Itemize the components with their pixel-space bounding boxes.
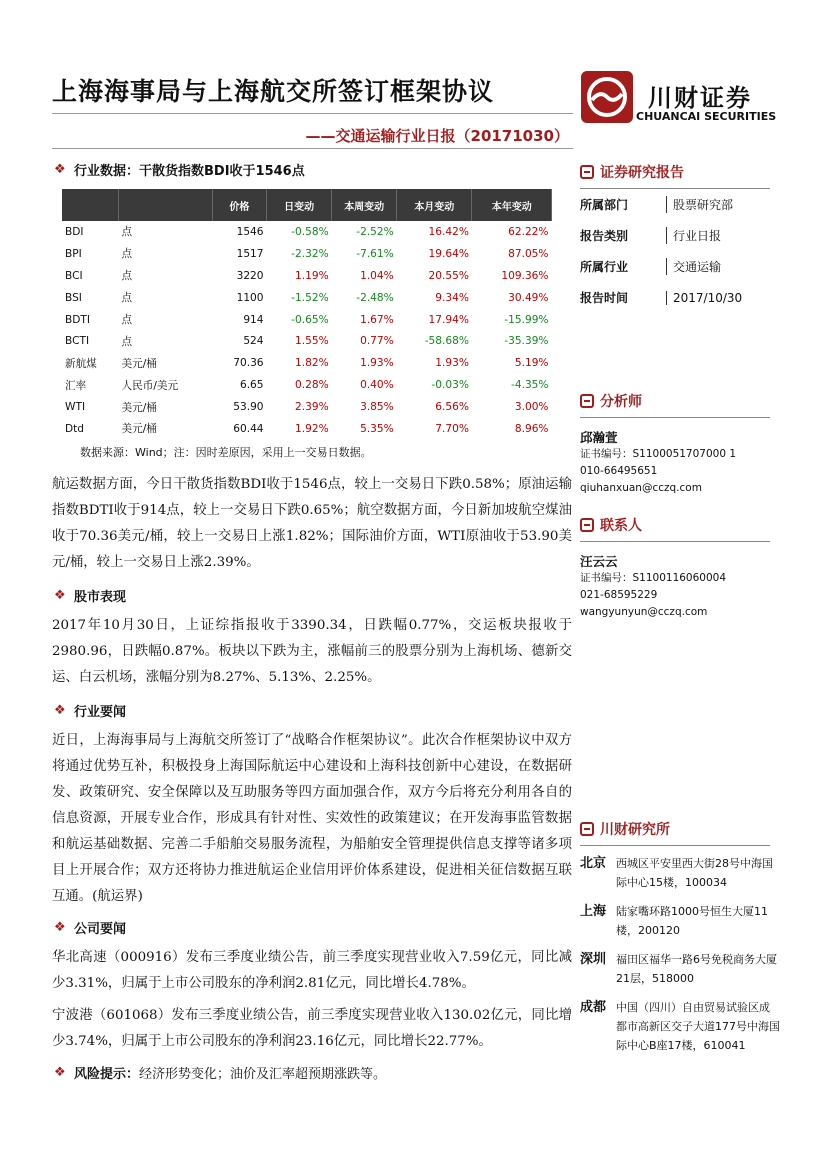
table-cell-name: 新航煤 xyxy=(65,357,97,370)
table-row xyxy=(62,396,552,418)
table-cell-m: 1.93% xyxy=(435,357,469,370)
office-city: 北京 xyxy=(580,856,607,871)
section-company-heading: ❖ 公司要闻 xyxy=(54,919,127,937)
table-cell-name: BCTI xyxy=(65,335,90,348)
office-list xyxy=(580,850,780,1055)
office-item xyxy=(580,946,780,988)
report-dept: 所属部门 股票研究部 xyxy=(580,198,734,212)
company-paragraph-2: 宁波港（601068）发布三季度业绩公告，前三季度实现营业收入130.02亿元，同比增少3.74%，归属于上市公司股东的净利润23.16亿元，同比增长22.77%。 xyxy=(52,1007,572,1049)
contact-cert: 证书编号：S1100116060004 xyxy=(580,572,727,584)
table-cell-d: -1.52% xyxy=(291,291,329,304)
analyst-email[interactable]: qiuhanxuan@cczq.com xyxy=(580,482,702,494)
table-row xyxy=(62,221,552,243)
table-cell-d: -0.58% xyxy=(291,225,329,238)
table-header-cell: 本周变动 xyxy=(332,189,397,221)
table-cell-y: 8.96% xyxy=(514,422,549,435)
table-row xyxy=(62,330,552,352)
market-paragraph: 2017年10月30日，上证综指报收于3390.34，日跌幅0.77%，交运板块报收于2980.96，日跌幅0.87%。板块以下跌为主，涨幅前三的股票分别为上海机场、德新交运、白云机场，涨幅分别为8.27%、5.13%、2.25%。 xyxy=(52,617,572,685)
table-cell-y: 109.36% xyxy=(501,269,549,282)
table-cell-name: BSI xyxy=(65,291,82,304)
table-cell-y: 62.22% xyxy=(508,225,549,238)
table-cell-y: -35.39% xyxy=(504,335,549,348)
table-cell-price: 3220 xyxy=(236,269,264,282)
table-cell-m: 9.34% xyxy=(435,291,469,304)
table-cell-unit: 点 xyxy=(121,270,133,283)
table-cell-d: 0.28% xyxy=(294,379,329,392)
office-address: 西城区平安里西大街28号中海国际中心15楼，100034 xyxy=(616,857,773,889)
contact-heading: 联系人 xyxy=(580,513,780,537)
contact-email[interactable]: wangyunyun@cczq.com xyxy=(580,606,708,618)
office-address: 中国（四川）自由贸易试验区成都市高新区交子大道177号中海国际中心B座17楼，610041 xyxy=(616,1001,780,1052)
table-cell-d: -0.65% xyxy=(291,313,329,326)
section-risk: ❖ 风险提示： 经济形势变化；油价及汇率超预期涨跌等。 xyxy=(54,1064,387,1082)
table-row xyxy=(62,265,552,287)
table-cell-d: 1.82% xyxy=(294,357,329,370)
table-cell-y: -4.35% xyxy=(511,379,549,392)
contact-phone: 021-68595229 xyxy=(580,589,658,601)
sidebar-rule xyxy=(580,845,770,846)
data-source-note: 数据来源：Wind；注：因时差原因，采用上一交易日数据。 xyxy=(80,445,372,459)
sidebar-rule xyxy=(580,541,770,542)
table-row xyxy=(62,374,552,396)
table-cell-w: -2.48% xyxy=(356,291,394,304)
sidebar-rule xyxy=(580,417,770,418)
table-row xyxy=(62,287,552,309)
report-time: 报告时间 2017/10/30 xyxy=(580,290,743,305)
analyst-phone: 010-66495651 xyxy=(580,465,658,477)
table-cell-w: 1.67% xyxy=(360,313,394,326)
section-market-heading: ❖ 股市表现 xyxy=(54,587,127,605)
analyst-cert: 证书编号：S1100051707000 1 xyxy=(580,448,737,460)
table-cell-price: 914 xyxy=(243,313,264,326)
table-cell-price: 1100 xyxy=(236,291,264,304)
industry-paragraph: 航运数据方面，今日干散货指数BDI收于1546点，较上一交易日下跌0.58%；原油运输指数BDTI收于914点，较上一交易日下跌0.65%；航空数据方面，今日新加坡航空煤油收于70.36美元/桶，较上一交易日上涨1.82%；国际油价方面，WTI原油收于53.90美元/桶，较上一交易日上涨2.39%。 xyxy=(52,476,572,570)
table-cell-w: 0.40% xyxy=(360,379,394,392)
section-news-heading: ❖ 行业要闻 xyxy=(54,702,127,720)
contact-icon xyxy=(580,518,594,532)
table-cell-price: 70.36 xyxy=(233,357,264,370)
table-cell-y: 5.19% xyxy=(514,357,549,370)
report-industry: 所属行业 交通运输 xyxy=(580,260,722,274)
company-paragraph-1: 华北高速（000916）发布三季度业绩公告，前三季度实现营业收入7.59亿元，同比减少3.31%，归属于上市公司股东的净利润2.81亿元，同比增长4.78%。 xyxy=(52,949,572,991)
table-cell-price: 53.90 xyxy=(233,401,264,414)
analyst-icon xyxy=(580,394,594,408)
table-cell-m: 6.56% xyxy=(435,401,469,414)
office-city: 上海 xyxy=(580,904,607,919)
table-cell-d: 2.39% xyxy=(294,401,329,414)
table-cell-unit: 美元/桶 xyxy=(121,357,157,370)
table-cell-m: -58.68% xyxy=(424,335,469,348)
table-cell-unit: 点 xyxy=(121,314,133,326)
table-cell-w: -7.61% xyxy=(356,247,394,260)
table-cell-d: 1.55% xyxy=(294,335,329,348)
table-row xyxy=(62,352,552,374)
brand-name-en: CHUANCAI SECURITIES xyxy=(636,110,777,123)
risk-text: 经济形势变化；油价及汇率超预期涨跌等。 xyxy=(139,1066,387,1082)
table-cell-m: 20.55% xyxy=(428,269,469,282)
chuancai-logo-icon xyxy=(580,70,634,124)
table-header-row xyxy=(62,189,552,221)
office-item xyxy=(580,898,780,940)
table-cell-w: -2.52% xyxy=(356,225,394,238)
office-address: 陆家嘴环路1000号恒生大厦11楼，200120 xyxy=(616,905,768,937)
table-cell-y: 3.00% xyxy=(514,401,549,414)
diamond-bullet-icon: ❖ xyxy=(54,587,66,603)
table-cell-unit: 美元/桶 xyxy=(121,401,157,414)
diamond-bullet-icon: ❖ xyxy=(54,162,66,177)
table-cell-m: 19.64% xyxy=(428,247,469,260)
office-city: 成都 xyxy=(580,1000,607,1015)
table-cell-y: 30.49% xyxy=(508,291,549,304)
office-item xyxy=(580,850,780,892)
table-cell-w: 0.77% xyxy=(360,335,394,348)
table-cell-name: BCI xyxy=(65,269,83,282)
table-cell-m: 17.94% xyxy=(428,313,469,326)
brand-name: 川财证券 xyxy=(648,84,752,112)
table-body xyxy=(62,221,552,440)
page-title: 上海海事局与上海航交所签订框架协议 xyxy=(52,77,495,106)
table-row xyxy=(62,309,552,331)
table-cell-unit: 人民币/美元 xyxy=(121,379,179,392)
table-cell-name: 汇率 xyxy=(65,379,87,392)
table-header-cell xyxy=(119,189,213,221)
page-subtitle: ——交通运输行业日报（20171030） xyxy=(305,127,569,145)
table-cell-w: 5.35% xyxy=(360,422,394,435)
table-row xyxy=(62,418,552,440)
table-cell-name: BPI xyxy=(65,247,82,260)
table-cell-y: 87.05% xyxy=(508,247,549,260)
header-rule-2 xyxy=(52,148,573,149)
report-type: 报告类别 行业日报 xyxy=(580,229,722,243)
table-cell-m: 16.42% xyxy=(428,225,469,238)
industry-data-table xyxy=(62,189,552,440)
table-cell-w: 1.04% xyxy=(360,269,394,282)
table-cell-price: 524 xyxy=(243,335,264,348)
table-cell-m: 7.70% xyxy=(435,422,469,435)
main-column xyxy=(52,160,572,1082)
table-cell-price: 6.65 xyxy=(239,379,264,392)
table-cell-w: 3.85% xyxy=(360,401,394,414)
table-cell-name: BDI xyxy=(65,225,84,238)
table-cell-price: 1517 xyxy=(236,247,264,260)
sidebar xyxy=(580,160,780,1061)
table-header-cell: 本年变动 xyxy=(472,189,552,221)
office-item xyxy=(580,994,780,1055)
table-cell-unit: 点 xyxy=(121,248,133,261)
table-row xyxy=(62,243,552,265)
table-cell-unit: 点 xyxy=(121,226,133,239)
diamond-bullet-icon: ❖ xyxy=(54,919,66,935)
contact-name: 汪云云 xyxy=(580,554,618,569)
table-cell-w: 1.93% xyxy=(360,357,394,370)
news-paragraph: 近日，上海海事局与上海航交所签订了“战略合作框架协议”。此次合作框架协议中双方将通过优势互补，积极投身上海国际航运中心建设和上海科技创新中心建设，在数据研发、政策研究、安全保障以及互助服务等四方面加强合作，双方今后将充分利用各自的信息资源，开展专业合作，形成具有针对性、实效性的政策建议；在开发海事监管数据和航运基础数据、完善二手船舶交易服务流程，为船舶安全管理提供信息支撑等诸多项目上开展合作；双方还将协力推进航运企业信用评价体系建设，促进相关征信数据互联互通。(航运界) xyxy=(52,732,572,904)
table-cell-name: WTI xyxy=(65,401,86,414)
table-cell-d: -2.32% xyxy=(291,247,329,260)
diamond-bullet-icon: ❖ xyxy=(54,1064,66,1080)
institute-icon xyxy=(580,822,594,836)
office-address: 福田区福华一路6号免税商务大厦21层，518000 xyxy=(616,953,777,985)
table-cell-d: 1.19% xyxy=(294,269,329,282)
table-cell-y: -15.99% xyxy=(504,313,549,326)
section-industry-heading: ❖ 行业数据：干散货指数BDI收于1546点 xyxy=(54,162,305,179)
table-cell-d: 1.92% xyxy=(294,422,329,435)
table-header-cell: 价格 xyxy=(212,189,266,221)
institute-heading: 川财研究所 xyxy=(580,817,780,841)
table-cell-price: 60.44 xyxy=(233,422,264,435)
header-rule xyxy=(52,113,573,114)
table-cell-name: Dtd xyxy=(65,422,85,435)
table-cell-price: 1546 xyxy=(236,225,264,238)
table-header-cell xyxy=(62,189,119,221)
report-info-heading: 证券研究报告 xyxy=(580,160,780,184)
table-cell-name: BDTI xyxy=(65,313,91,326)
analyst-name: 邱瀚萱 xyxy=(580,430,618,445)
table-cell-unit: 美元/桶 xyxy=(121,423,157,436)
table-header-cell: 本月变动 xyxy=(397,189,472,221)
table-cell-m: -0.03% xyxy=(431,379,469,392)
table-cell-unit: 点 xyxy=(121,335,133,348)
table-cell-unit: 点 xyxy=(121,292,133,305)
analyst-heading: 分析师 xyxy=(580,389,780,413)
table-header-cell: 日变动 xyxy=(267,189,332,221)
diamond-bullet-icon: ❖ xyxy=(54,702,66,718)
report-icon xyxy=(580,165,594,179)
office-city: 深圳 xyxy=(580,952,607,967)
